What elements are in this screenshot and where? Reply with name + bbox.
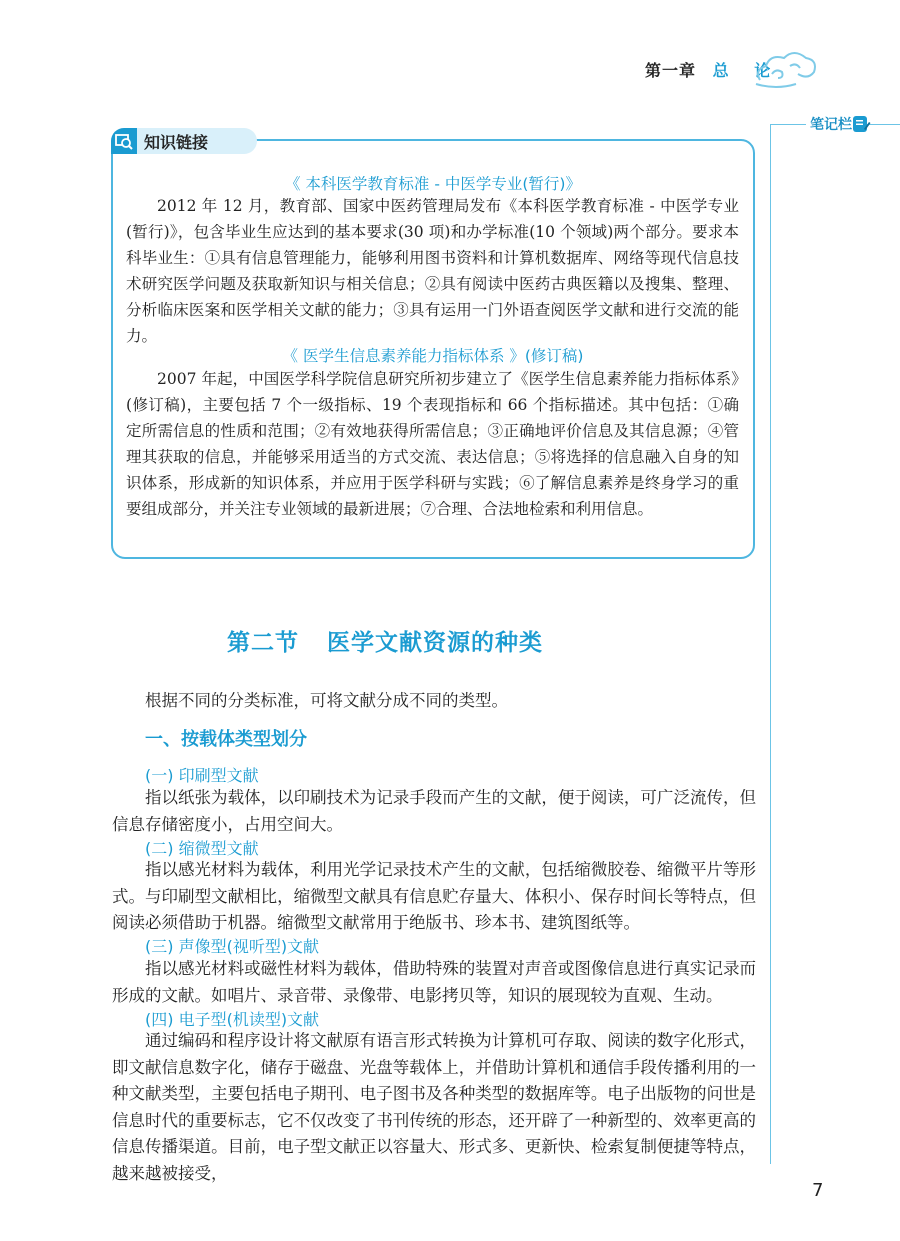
section-intro: 根据不同的分类标准，可将文献分成不同的类型。 (145, 691, 508, 710)
item-heading-1: (一) 印刷型文献 (145, 766, 259, 785)
box-heading-2: 《 医学生信息素养能力指标体系 》(修订稿) (282, 347, 584, 365)
knowledge-link-label: 知识链接 (144, 133, 209, 152)
notes-column-label: 笔记栏 (806, 114, 856, 134)
chapter-title-b: 论 (754, 61, 772, 80)
notebook-icon (851, 114, 871, 134)
box-heading-1: 《 本科医学教育标准 - 中医学专业(暂行)》 (285, 175, 581, 193)
item-heading-4: (四) 电子型(机读型)文献 (145, 1010, 320, 1029)
item-text-4: 通过编码和程序设计将文献原有语言形式转换为计算机可存取、阅读的数字化形式，即文献信息数字化，储存于磁盘、光盘等载体上，并借助计算机和通信手段传播利用的一种文献类型，主要包括电子期刊、电子图书及各种类型的数据库等。电子出版物的问世是信息时代的重要标志，它不仅改变了书刊传统的形态，还开辟了一种新型的、效率更高的信息传播渠道。目前，电子型文献正以容量大、形式多、更新快、检索复制便捷等特点，越来越被接受， (112, 1031, 756, 1183)
item-heading-2: (二) 缩微型文献 (145, 839, 259, 858)
section-title (0, 624, 770, 657)
item-text-3: 指以感光材料或磁性材料为载体，借助特殊的装置对声音或图像信息进行真实记录而形成的文献。如唱片、录音带、录像带、电影拷贝等，知识的展现较为直观、生动。 (112, 959, 756, 1005)
item-text-2: 指以感光材料为载体，利用光学记录技术产生的文献，包括缩微胶卷、缩微平片等形式。与印刷型文献相比，缩微型文献具有信息贮存量大、体积小、保存时间长等特点，但阅读必须借助于机器。缩微型文献常用于绝版书、珍本书、建筑图纸等。 (112, 860, 756, 932)
chapter-label: 第一章 (645, 61, 697, 80)
subsection-title: 一、按载体类型划分 (145, 729, 307, 750)
section-name: 医学文献资源的种类 (327, 630, 543, 656)
item-text-1: 指以纸张为载体，以印刷技术为记录手段而产生的文献，便于阅读，可广泛流传，但信息存储密度小，占用空间大。 (112, 788, 756, 834)
page-number: 7 (812, 1180, 824, 1201)
box-paragraph-2: 2007 年起，中国医学科学院信息研究所初步建立了《医学生信息素养能力指标体系》(修订稿)，主要包括 7 个一级指标、19 个表现指标和 66 个指标描述。其中包括：①确定所需信息的性质和范围；②有效地获得所需信息；③正确地评价信息及其信息源；④管理其获取的信息，并能够采用适当的方式交流、表达信息；⑤将选择的信息融入自身的知识体系，形成新的知识体系，并应用于医学科研与实践；⑥了解信息素养是终身学习的重要组成部分，并关注专业领域的最新进展；⑦合理、合法地检索和利用信息。 (126, 370, 739, 518)
cloud-ornament-icon (752, 44, 822, 90)
box-paragraph-1: 2012 年 12 月，教育部、国家中医药管理局发布《本科医学教育标准 - 中医学专业(暂行)》，包含毕业生应达到的基本要求(30 项)和办学标准(10 个领域)两个部分。要求本科毕业生：①具有信息管理能力，能够利用图书资料和计算机数据库、网络等现代信息技术研究医学问题及获取新知识与相关信息；②具有阅读中医药古典医籍以及搜集、整理、分析临床医案和医学相关文献的能力；③具有运用一门外语查阅医学文献和进行交流的能力。 (126, 197, 739, 345)
notes-column-rule (770, 124, 771, 1164)
search-book-icon (111, 128, 137, 154)
section-number: 第二节 (227, 630, 299, 656)
chapter-title-a: 总 (712, 61, 730, 80)
item-heading-3: (三) 声像型(视听型)文献 (145, 937, 320, 956)
